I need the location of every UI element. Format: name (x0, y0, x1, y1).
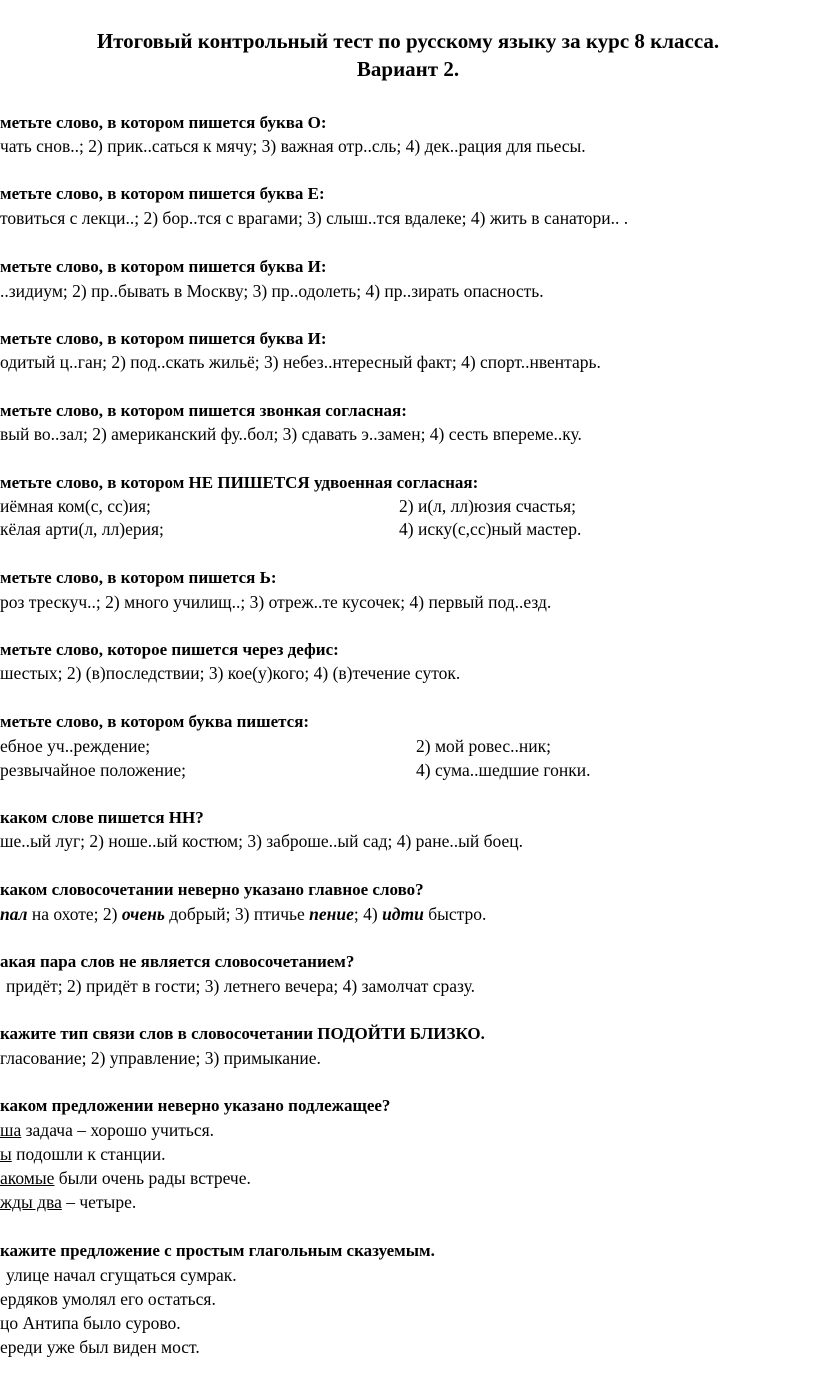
answers-12: придёт; 2) придёт в гости; 3) летнего вечера; 4) замолчат сразу. (6, 976, 475, 996)
answer-9-4: 4) сума..шедшие гонки. (416, 760, 591, 780)
answers-1: чать снов..; 2) прик..саться к мячу; 3) важная отр..сль; 4) дек..рация для пьесы. (0, 136, 586, 156)
question-2: метьте слово, в котором пишется буква Е: (0, 184, 325, 203)
answer-6-3: кёлая арти(л, лл)ерия; (0, 519, 164, 539)
answer-14-2: ы подошли к станции. (0, 1144, 166, 1164)
page-title: Итоговый контрольный тест по русскому языку за курс 8 класса. (96, 29, 720, 53)
answers-4: одитый ц..ган; 2) под..скать жильё; 3) небез..нтересный факт; 4) спорт..нвентарь. (0, 352, 601, 372)
answers-13: гласование; 2) управление; 3) примыкание. (0, 1048, 321, 1068)
question-12: акая пара слов не является словосочетанием? (0, 952, 355, 971)
question-1: метьте слово, в котором пишется буква О: (0, 113, 327, 132)
question-6: метьте слово, в котором НЕ ПИШЕТСЯ удвоенная согласная: (0, 473, 479, 492)
answers-7: роз трескуч..; 2) много училищ..; 3) отреж..те кусочек; 4) первый под..езд. (0, 592, 552, 612)
question-11: каком словосочетании неверно указано главное слово? (0, 880, 424, 899)
question-9: метьте слово, в котором буква пишется: (0, 712, 310, 731)
question-3: метьте слово, в котором пишется буква И: (0, 257, 327, 276)
answer-15-4: ереди уже был виден мост. (0, 1337, 200, 1357)
page-subtitle: Вариант 2. (356, 57, 460, 81)
main-word-1: пал (0, 904, 28, 924)
question-7: метьте слово, в котором пишется Ь: (0, 568, 277, 587)
question-15: кажите предложение с простым глагольным сказуемым. (0, 1241, 435, 1260)
answers-11: пал на охоте; 2) очень добрый; 3) птичье пение; 4) идти быстро. (0, 904, 487, 924)
subject-3: акомые (0, 1168, 55, 1188)
answers-2: товиться с лекци..; 2) бор..тся с врагами; 3) слыш..тся вдалеке; 4) жить в санатори.. . (0, 208, 629, 228)
answer-6-4: 4) иску(с,сс)ный мастер. (399, 519, 582, 539)
answer-14-3: акомые были очень рады встрече. (0, 1168, 251, 1188)
answer-15-1: улице начал сгущаться сумрак. (6, 1265, 237, 1285)
main-word-3: пение (309, 904, 354, 924)
answers-3: ..зидиум; 2) пр..бывать в Москву; 3) пр..одолеть; 4) пр..зирать опасность. (0, 281, 544, 301)
answer-15-3: цо Антипа было сурово. (0, 1313, 181, 1333)
answer-6-2: 2) и(л, лл)юзия счастья; (399, 496, 576, 516)
answer-9-1: ебное уч..реждение; (0, 736, 151, 756)
answer-9-2: 2) мой ровес..ник; (416, 736, 551, 756)
answer-14-4: жды два – четыре. (0, 1192, 137, 1212)
subject-4: жды два (0, 1192, 62, 1212)
question-14: каком предложении неверно указано подлежащее? (0, 1096, 391, 1115)
question-10: каком слове пишется НН? (0, 808, 204, 827)
answer-15-2: ердяков умолял его остаться. (0, 1289, 216, 1309)
answer-14-1: ша задача – хорошо учиться. (0, 1120, 215, 1140)
subject-2: ы (0, 1144, 12, 1164)
answer-9-3: резвычайное положение; (0, 760, 186, 780)
question-4: метьте слово, в котором пишется буква И: (0, 329, 327, 348)
answers-8: шестых; 2) (в)последствии; 3) кое(у)кого; 4) (в)течение суток. (0, 663, 461, 683)
main-word-2: очень (121, 904, 165, 924)
question-5: метьте слово, в котором пишется звонкая согласная: (0, 401, 407, 420)
answers-5: вый во..зал; 2) американский фу..бол; 3) сдавать э..замен; 4) сесть впереме..ку. (0, 424, 582, 444)
answers-10: ше..ый луг; 2) ноше..ый костюм; 3) заброше..ый сад; 4) ране..ый боец. (0, 831, 523, 851)
question-8: метьте слово, которое пишется через дефис: (0, 640, 339, 659)
answer-6-1: иёмная ком(с, сс)ия; (0, 496, 151, 516)
subject-1: ша (0, 1120, 22, 1140)
main-word-4: идти (382, 904, 424, 924)
question-13: кажите тип связи слов в словосочетании ПОДОЙТИ БЛИЗКО. (0, 1024, 485, 1043)
